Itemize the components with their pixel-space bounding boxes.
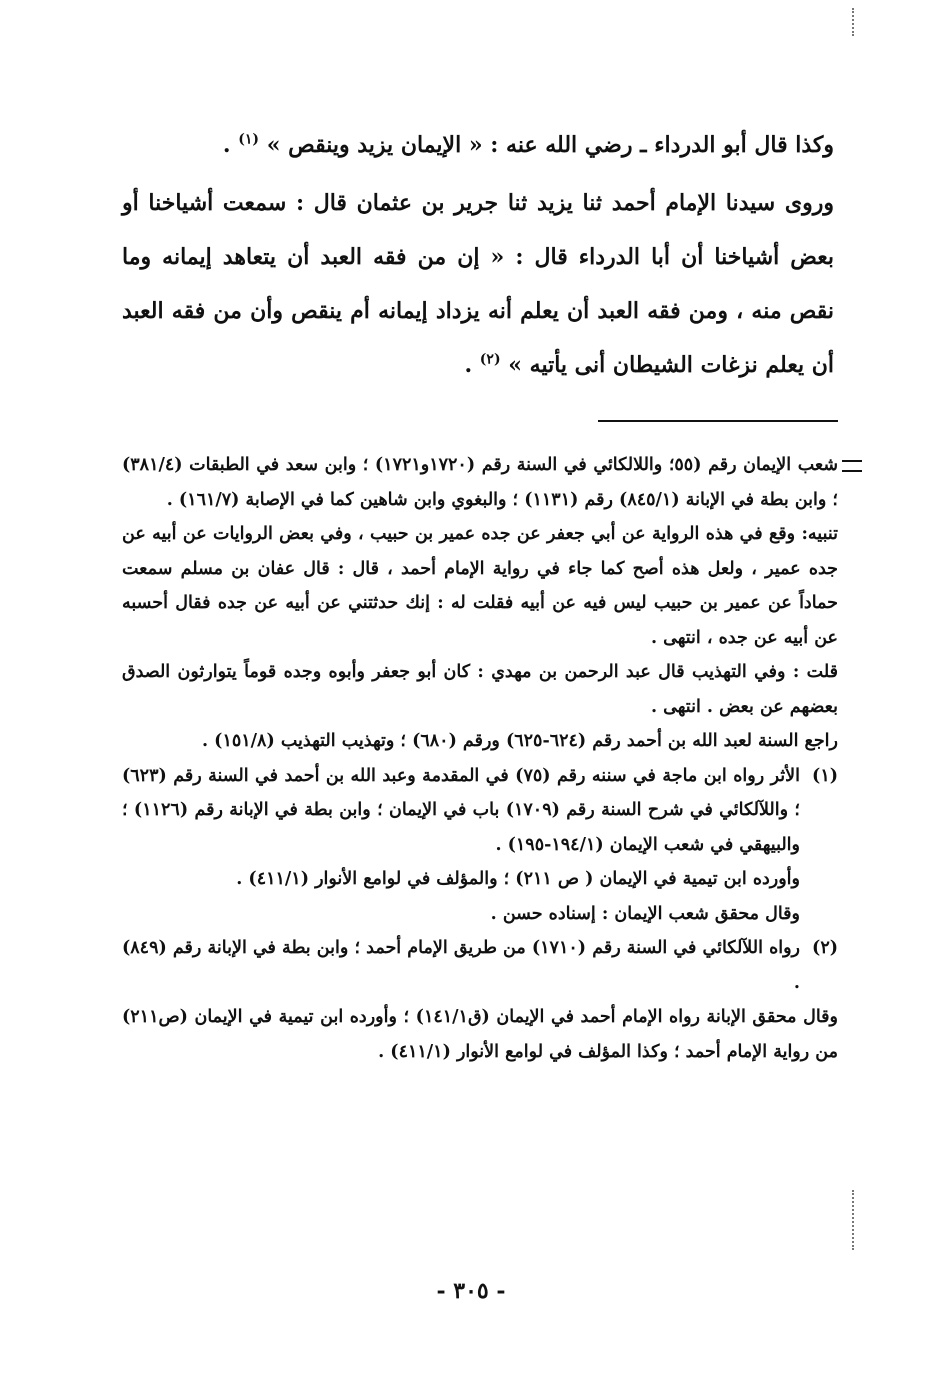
footnote-1-number: (١) bbox=[812, 765, 838, 786]
main-paragraph-2 bbox=[122, 176, 834, 392]
main-paragraph-1-end: . bbox=[222, 132, 239, 158]
main-paragraph-2-end: . bbox=[464, 352, 480, 378]
footnote-2-line-a: وقال محقق الإبانة رواه الإمام أحمد في الإيمان (ق١٤١/١) ؛ وأورده ابن تيمية في الإيمان (ص٢١١) من رواية الإمام أحمد ؛ وكذا المؤلف في لوامع الأنوار (٤١١/١) . bbox=[122, 1007, 838, 1062]
footnote-2-number: (٢) bbox=[812, 938, 838, 958]
footnote-2-text: رواه اللآلكائي في السنة رقم (١٧١٠) من طريق الإمام أحمد ؛ وابن بطة في الإبانة رقم (٨٤٩) . bbox=[122, 938, 801, 993]
footnote-1-line-a: وأورده ابن تيمية في الإيمان ( ص ٢١١) ؛ والمؤلف في لوامع الأنوار (٤١١/١) . bbox=[236, 869, 800, 889]
margin-dots-bottom bbox=[852, 1190, 856, 1250]
main-paragraph-1-text: وكذا قال أبو الدرداء ـ رضي الله عنه : « الإيمان يزيد وينقص » bbox=[266, 132, 834, 158]
footnote-continuation: شعب الإيمان رقم (٥٥؛ واللالكائي في السنة رقم (١٧٢٠و١٧٢١) ؛ وابن سعد في الطبقات (٣٨١/٤) ؛ وابن بطة في الإبانة (٨٤٥/١) رقم (١١٣١) ؛ والبغوي وابن شاهين كما في الإصابة (١٦١/٧) . bbox=[122, 455, 839, 510]
footnotes bbox=[122, 448, 838, 1069]
footnote-separator bbox=[598, 420, 838, 422]
page-number: - ٣٠٥ - bbox=[436, 1278, 506, 1304]
margin-dots-top bbox=[852, 8, 856, 36]
main-paragraph-1 bbox=[122, 118, 834, 172]
main-paragraph-2-text: وروى سيدنا الإمام أحمد ثنا يزيد ثنا جرير بن عثمان قال : سمعت أشياخنا أو بعض أشياخنا أن أبا الدرداء قال : « إن من فقه العبد أن يتعاهد إيمانه وما نقص منه ، ومن فقه العبد أن يعلم أنه يزداد إيمانه أم ينقص وأن من فقه العبد أن يعلم نزغات الشيطان أنى يأتيه » bbox=[122, 190, 834, 378]
footnote-qult: قلت : وفي التهذيب قال عبد الرحمن بن مهدي : كان أبو جعفر وأبوه وجده قوماً يتوارثون الصدق بعضهم عن بعض . انتهى . bbox=[122, 662, 838, 717]
footnote-rajie: راجع السنة لعبد الله بن أحمد رقم (٦٢٤-٦٢٥) ورقم (٦٨٠) ؛ وتهذيب التهذيب (١٥١/٨) . bbox=[201, 731, 838, 751]
footnote-1 bbox=[122, 759, 838, 863]
continuation-mark bbox=[842, 460, 862, 472]
footnote-ref-2: (٢) bbox=[479, 351, 501, 368]
footnote-2 bbox=[122, 931, 838, 1000]
footnote-tanbih: تنبيه: وقع في هذه الرواية عن أبي جعفر عن جده عمير بن حبيب ، وفي بعض الروايات عن أبيه عن جده عمير ، ولعل هذه أصح كما جاء في رواية الإمام أحمد ، قال : قال عفان بن مسلم سمعت حماداً عن عمير بن حبيب ليس فيه عن أبيه فقلت له : إنك حدثتني عن أبيه عن جده فقال أحسبه عن أبيه عن جده ، انتهى . bbox=[122, 524, 838, 648]
footnote-1-text: الأثر رواه ابن ماجة في سننه رقم (٧٥) في المقدمة وعبد الله بن أحمد في السنة رقم (٦٢٣) ؛ واللآلكائي في شرح السنة رقم (١٧٠٩) باب في الإيمان ؛ وابن بطة في الإبانة رقم (١١٢٦) ؛ والبيهقي في شعب الإيمان (١٩٤/١-١٩٥) . bbox=[122, 765, 800, 855]
footnote-ref-1: (١) bbox=[238, 131, 260, 148]
main-text bbox=[122, 118, 834, 392]
footnote-1-line-b: وقال محقق شعب الإيمان : إسناده حسن . bbox=[490, 903, 800, 924]
